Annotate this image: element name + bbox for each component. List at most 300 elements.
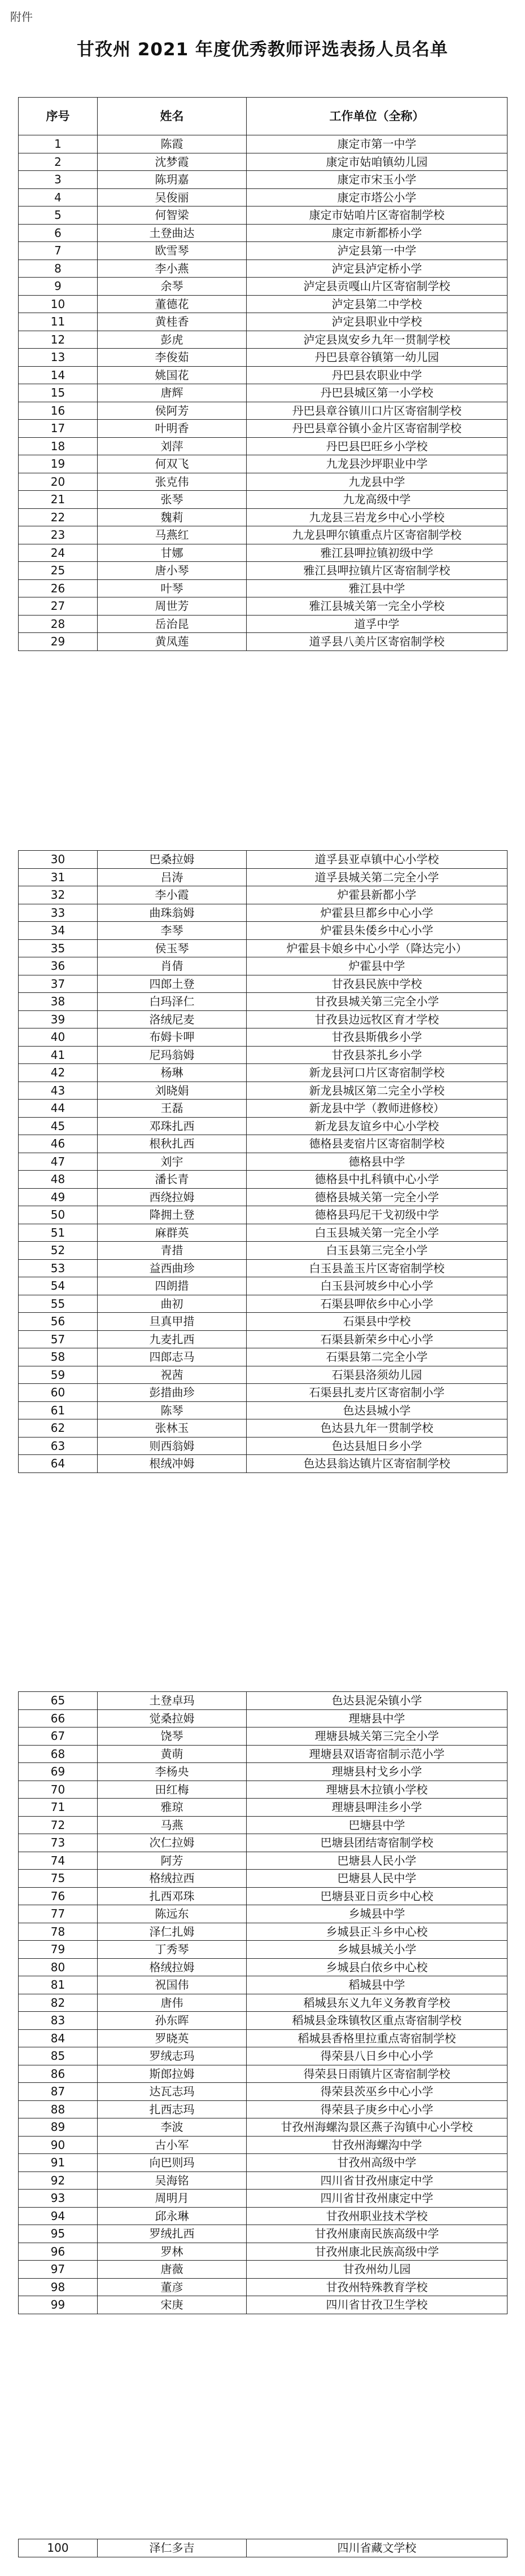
row-number: 76 bbox=[19, 1887, 98, 1905]
work-unit: 道孚县八美片区寄宿制学校 bbox=[247, 633, 508, 651]
work-unit: 炉霍县中学 bbox=[247, 957, 508, 975]
teacher-name: 曲珠翁姆 bbox=[98, 904, 247, 922]
teacher-name: 李琴 bbox=[98, 922, 247, 940]
teacher-name: 岳治昆 bbox=[98, 615, 247, 633]
work-unit: 新龙县友谊乡中心小学校 bbox=[247, 1117, 508, 1135]
work-unit: 九龙县三岩龙乡中心小学校 bbox=[247, 508, 508, 526]
teacher-name: 青措 bbox=[98, 1242, 247, 1260]
teacher-name: 侯玉琴 bbox=[98, 939, 247, 957]
work-unit: 泸定县第一中学 bbox=[247, 242, 508, 260]
teacher-name: 向巴则玛 bbox=[98, 2154, 247, 2172]
table-row bbox=[19, 562, 508, 580]
row-number: 26 bbox=[19, 579, 98, 597]
row-number: 50 bbox=[19, 1206, 98, 1224]
teacher-name: 侯阿芳 bbox=[98, 402, 247, 420]
work-unit: 四川省甘孜州康定中学 bbox=[247, 2190, 508, 2208]
row-number: 78 bbox=[19, 1923, 98, 1941]
work-unit: 甘孜县斯俄乡小学 bbox=[247, 1028, 508, 1047]
row-number: 12 bbox=[19, 331, 98, 349]
row-number: 8 bbox=[19, 260, 98, 278]
teacher-name: 根秋扎西 bbox=[98, 1135, 247, 1153]
teacher-name: 邱永琳 bbox=[98, 2207, 247, 2225]
table-row bbox=[19, 1763, 508, 1781]
table-row bbox=[19, 1046, 508, 1064]
work-unit: 炉霍县朱倭乡中心小学 bbox=[247, 922, 508, 940]
work-unit: 甘孜州海螺沟景区燕子沟镇中心小学校 bbox=[247, 2118, 508, 2137]
row-number: 22 bbox=[19, 508, 98, 526]
table-row bbox=[19, 579, 508, 597]
row-number: 39 bbox=[19, 1010, 98, 1028]
attachment-label: 附件 bbox=[10, 10, 33, 24]
row-number: 23 bbox=[19, 526, 98, 544]
teacher-name: 麻群英 bbox=[98, 1224, 247, 1242]
work-unit: 丹巴县农职业中学 bbox=[247, 366, 508, 384]
table-row bbox=[19, 1153, 508, 1171]
work-unit: 甘孜县茶扎乡小学 bbox=[247, 1046, 508, 1064]
work-unit: 丹巴县章谷镇川口片区寄宿制学校 bbox=[247, 402, 508, 420]
teacher-name: 土登卓玛 bbox=[98, 1692, 247, 1710]
row-number: 18 bbox=[19, 437, 98, 455]
row-number: 91 bbox=[19, 2154, 98, 2172]
row-number: 57 bbox=[19, 1330, 98, 1348]
teacher-name: 斯郎拉姆 bbox=[98, 2065, 247, 2083]
row-number: 27 bbox=[19, 597, 98, 616]
teacher-name: 刘晓娟 bbox=[98, 1082, 247, 1100]
table-row bbox=[19, 1224, 508, 1242]
work-unit: 新龙县河口片区寄宿制学校 bbox=[247, 1064, 508, 1082]
table-row bbox=[19, 1242, 508, 1260]
row-number: 45 bbox=[19, 1117, 98, 1135]
teacher-name: 降拥土登 bbox=[98, 1206, 247, 1224]
row-number: 74 bbox=[19, 1852, 98, 1870]
row-number: 20 bbox=[19, 473, 98, 491]
work-unit: 丹巴县章谷镇小金片区寄宿制学校 bbox=[247, 420, 508, 438]
work-unit: 炉霍县旦都乡中心小学 bbox=[247, 904, 508, 922]
table-row bbox=[19, 2047, 508, 2065]
table-row bbox=[19, 437, 508, 455]
work-unit: 色达县旭日乡小学 bbox=[247, 1437, 508, 1455]
teacher-name: 彭措曲珍 bbox=[98, 1384, 247, 1402]
work-unit: 泸定县职业中学校 bbox=[247, 313, 508, 331]
table-row bbox=[19, 886, 508, 904]
teacher-name: 唐小琴 bbox=[98, 562, 247, 580]
row-number: 21 bbox=[19, 491, 98, 509]
teacher-name: 觉桑拉姆 bbox=[98, 1709, 247, 1727]
work-unit: 九龙高级中学 bbox=[247, 491, 508, 509]
teacher-name: 刘宇 bbox=[98, 1153, 247, 1171]
work-unit: 九龙县呷尔镇重点片区寄宿制学校 bbox=[247, 526, 508, 544]
row-number: 52 bbox=[19, 1242, 98, 1260]
roster-table-page-1 bbox=[18, 97, 508, 651]
table-row bbox=[19, 1330, 508, 1348]
work-unit: 甘孜州康南民族高级中学 bbox=[247, 2225, 508, 2243]
row-number: 70 bbox=[19, 1781, 98, 1799]
table-row bbox=[19, 526, 508, 544]
row-number: 17 bbox=[19, 420, 98, 438]
table-row bbox=[19, 402, 508, 420]
table-row bbox=[19, 1923, 508, 1941]
work-unit: 色达县翁达镇片区寄宿制学校 bbox=[247, 1455, 508, 1473]
teacher-name: 田红梅 bbox=[98, 1781, 247, 1799]
table-row bbox=[19, 957, 508, 975]
teacher-name: 尼玛翁姆 bbox=[98, 1046, 247, 1064]
table-row bbox=[19, 295, 508, 313]
table-row bbox=[19, 1727, 508, 1746]
work-unit: 炉霍县新都小学 bbox=[247, 886, 508, 904]
table-row bbox=[19, 1100, 508, 1118]
teacher-name: 益西曲珍 bbox=[98, 1259, 247, 1277]
teacher-name: 四郎志马 bbox=[98, 1348, 247, 1366]
table-row bbox=[19, 2118, 508, 2137]
teacher-name: 潘长青 bbox=[98, 1171, 247, 1189]
table-row bbox=[19, 1709, 508, 1727]
work-unit: 石渠县第二完全小学 bbox=[247, 1348, 508, 1366]
work-unit: 康定市塔公小学 bbox=[247, 188, 508, 206]
teacher-name: 彭虎 bbox=[98, 331, 247, 349]
work-unit: 得荣县茨巫乡中心小学 bbox=[247, 2083, 508, 2101]
row-number: 92 bbox=[19, 2171, 98, 2190]
row-number: 95 bbox=[19, 2225, 98, 2243]
row-number: 42 bbox=[19, 1064, 98, 1082]
row-number: 54 bbox=[19, 1277, 98, 1295]
teacher-name: 陈琴 bbox=[98, 1401, 247, 1419]
work-unit: 理塘县村戈乡小学 bbox=[247, 1763, 508, 1781]
table-row bbox=[19, 1171, 508, 1189]
work-unit: 甘孜州康北民族高级中学 bbox=[247, 2243, 508, 2261]
row-number: 32 bbox=[19, 886, 98, 904]
teacher-name: 洛绒尼麦 bbox=[98, 1010, 247, 1028]
row-number: 71 bbox=[19, 1799, 98, 1817]
work-unit: 巴塘县中学 bbox=[247, 1816, 508, 1834]
row-number: 61 bbox=[19, 1401, 98, 1419]
work-unit: 石渠县洛须幼儿园 bbox=[247, 1366, 508, 1384]
work-unit: 甘孜县民族中学校 bbox=[247, 975, 508, 993]
table-row bbox=[19, 1028, 508, 1047]
table-row bbox=[19, 1295, 508, 1313]
table-row bbox=[19, 1816, 508, 1834]
work-unit: 理塘县中学 bbox=[247, 1709, 508, 1727]
work-unit: 泸定县贡嘎山片区寄宿制学校 bbox=[247, 278, 508, 296]
teacher-name: 李俊茹 bbox=[98, 349, 247, 367]
teacher-name: 扎西邓珠 bbox=[98, 1887, 247, 1905]
teacher-name: 唐辉 bbox=[98, 384, 247, 402]
teacher-name: 杨琳 bbox=[98, 1064, 247, 1082]
row-number: 99 bbox=[19, 2296, 98, 2314]
table-row bbox=[19, 2136, 508, 2154]
row-number: 68 bbox=[19, 1745, 98, 1763]
work-unit: 色达县泥朵镇小学 bbox=[247, 1692, 508, 1710]
row-number: 86 bbox=[19, 2065, 98, 2083]
teacher-name: 西绕拉姆 bbox=[98, 1188, 247, 1206]
table-row bbox=[19, 2190, 508, 2208]
work-unit: 甘孜州幼儿园 bbox=[247, 2261, 508, 2279]
table-row bbox=[19, 1887, 508, 1905]
table-row bbox=[19, 597, 508, 616]
work-unit: 四川省藏文学校 bbox=[247, 2539, 508, 2557]
teacher-name: 宋庚 bbox=[98, 2296, 247, 2314]
teacher-name: 张克伟 bbox=[98, 473, 247, 491]
table-row bbox=[19, 242, 508, 260]
row-number: 43 bbox=[19, 1082, 98, 1100]
work-unit: 石渠县呷依乡中心小学 bbox=[247, 1295, 508, 1313]
table-row bbox=[19, 2296, 508, 2314]
table-row bbox=[19, 278, 508, 296]
table-row bbox=[19, 544, 508, 562]
table-row bbox=[19, 975, 508, 993]
roster-table-page-4 bbox=[18, 2539, 508, 2557]
row-number: 83 bbox=[19, 2012, 98, 2030]
work-unit: 康定市姑咱片区寄宿制学校 bbox=[247, 206, 508, 225]
teacher-name: 四朗措 bbox=[98, 1277, 247, 1295]
teacher-name: 马燕 bbox=[98, 1816, 247, 1834]
row-number: 100 bbox=[19, 2539, 98, 2557]
work-unit: 石渠县新荣乡中心小学 bbox=[247, 1330, 508, 1348]
table-row bbox=[19, 1781, 508, 1799]
row-number: 10 bbox=[19, 295, 98, 313]
row-number: 48 bbox=[19, 1171, 98, 1189]
teacher-name: 旦真甲措 bbox=[98, 1313, 247, 1331]
teacher-name: 张林玉 bbox=[98, 1419, 247, 1438]
work-unit: 稻城县中学 bbox=[247, 1976, 508, 1994]
table-row bbox=[19, 1277, 508, 1295]
table-row bbox=[19, 1870, 508, 1888]
teacher-name: 沈梦霞 bbox=[98, 153, 247, 171]
work-unit: 炉霍县卡娘乡中心小学（降达完小） bbox=[247, 939, 508, 957]
table-row bbox=[19, 993, 508, 1011]
work-unit: 甘孜县城关第三完全小学 bbox=[247, 993, 508, 1011]
work-unit: 德格县城关第一完全小学 bbox=[247, 1188, 508, 1206]
work-unit: 康定市第一中学 bbox=[247, 135, 508, 153]
work-unit: 雅江县中学 bbox=[247, 579, 508, 597]
teacher-name: 巴桑拉姆 bbox=[98, 851, 247, 869]
teacher-name: 雅琼 bbox=[98, 1799, 247, 1817]
teacher-name: 丁秀琴 bbox=[98, 1941, 247, 1959]
table-row bbox=[19, 2225, 508, 2243]
work-unit: 白玉县河坡乡中心小学 bbox=[247, 1277, 508, 1295]
teacher-name: 吴俊丽 bbox=[98, 188, 247, 206]
row-number: 93 bbox=[19, 2190, 98, 2208]
teacher-name: 黄萌 bbox=[98, 1745, 247, 1763]
teacher-name: 李小霞 bbox=[98, 886, 247, 904]
row-number: 38 bbox=[19, 993, 98, 1011]
teacher-name: 次仁拉姆 bbox=[98, 1834, 247, 1852]
table-row bbox=[19, 1852, 508, 1870]
table-row bbox=[19, 904, 508, 922]
teacher-name: 四郎土登 bbox=[98, 975, 247, 993]
work-unit: 雅江县呷拉镇片区寄宿制学校 bbox=[247, 562, 508, 580]
teacher-name: 马燕红 bbox=[98, 526, 247, 544]
row-number: 53 bbox=[19, 1259, 98, 1277]
row-number: 77 bbox=[19, 1905, 98, 1923]
work-unit: 乡城县白依乡中心校 bbox=[247, 1958, 508, 1976]
teacher-name: 何双飞 bbox=[98, 455, 247, 473]
row-number: 63 bbox=[19, 1437, 98, 1455]
table-row bbox=[19, 868, 508, 886]
table-row bbox=[19, 491, 508, 509]
teacher-name: 刘萍 bbox=[98, 437, 247, 455]
teacher-name: 陈霞 bbox=[98, 135, 247, 153]
row-number: 64 bbox=[19, 1455, 98, 1473]
row-number: 98 bbox=[19, 2278, 98, 2296]
table-row bbox=[19, 633, 508, 651]
teacher-name: 罗林 bbox=[98, 2243, 247, 2261]
row-number: 96 bbox=[19, 2243, 98, 2261]
work-unit: 得荣县日雨镇片区寄宿制学校 bbox=[247, 2065, 508, 2083]
teacher-name: 周明月 bbox=[98, 2190, 247, 2208]
table-row bbox=[19, 2243, 508, 2261]
row-number: 14 bbox=[19, 366, 98, 384]
table-row bbox=[19, 2083, 508, 2101]
teacher-name: 叶明香 bbox=[98, 420, 247, 438]
row-number: 60 bbox=[19, 1384, 98, 1402]
table-row bbox=[19, 1437, 508, 1455]
work-unit: 白玉县盖玉片区寄宿制学校 bbox=[247, 1259, 508, 1277]
teacher-name: 则西翁姆 bbox=[98, 1437, 247, 1455]
teacher-name: 魏莉 bbox=[98, 508, 247, 526]
row-number: 7 bbox=[19, 242, 98, 260]
row-number: 56 bbox=[19, 1313, 98, 1331]
work-unit: 石渠县扎麦片区寄宿制小学 bbox=[247, 1384, 508, 1402]
table-row bbox=[19, 1135, 508, 1153]
row-number: 34 bbox=[19, 922, 98, 940]
row-number: 55 bbox=[19, 1295, 98, 1313]
row-number: 88 bbox=[19, 2100, 98, 2118]
table-row bbox=[19, 420, 508, 438]
row-number: 73 bbox=[19, 1834, 98, 1852]
table-row bbox=[19, 1958, 508, 1976]
header-name: 姓名 bbox=[98, 98, 247, 135]
roster-table-page-3 bbox=[18, 1691, 508, 2314]
teacher-name: 曲初 bbox=[98, 1295, 247, 1313]
teacher-name: 饶琴 bbox=[98, 1727, 247, 1746]
table-row bbox=[19, 1905, 508, 1923]
table-header-row bbox=[19, 98, 508, 135]
row-number: 58 bbox=[19, 1348, 98, 1366]
teacher-name: 达瓦志玛 bbox=[98, 2083, 247, 2101]
table-row bbox=[19, 2171, 508, 2190]
teacher-name: 张琴 bbox=[98, 491, 247, 509]
row-number: 72 bbox=[19, 1816, 98, 1834]
row-number: 94 bbox=[19, 2207, 98, 2225]
table-row bbox=[19, 1745, 508, 1763]
table-row bbox=[19, 1976, 508, 1994]
teacher-name: 祝茜 bbox=[98, 1366, 247, 1384]
work-unit: 德格县玛尼干戈初级中学 bbox=[247, 1206, 508, 1224]
table-row bbox=[19, 1799, 508, 1817]
table-row bbox=[19, 508, 508, 526]
table-row bbox=[19, 2029, 508, 2047]
work-unit: 康定市姑咱镇幼儿园 bbox=[247, 153, 508, 171]
work-unit: 康定市宋玉小学 bbox=[247, 171, 508, 189]
row-number: 15 bbox=[19, 384, 98, 402]
table-row bbox=[19, 2207, 508, 2225]
row-number: 87 bbox=[19, 2083, 98, 2101]
row-number: 24 bbox=[19, 544, 98, 562]
table-row bbox=[19, 384, 508, 402]
work-unit: 泸定县第二中学校 bbox=[247, 295, 508, 313]
table-row bbox=[19, 313, 508, 331]
row-number: 75 bbox=[19, 1870, 98, 1888]
row-number: 40 bbox=[19, 1028, 98, 1047]
work-unit: 理塘县木拉镇小学校 bbox=[247, 1781, 508, 1799]
page-title: 甘孜州 2021 年度优秀教师评选表扬人员名单 bbox=[77, 39, 448, 60]
work-unit: 丹巴县章谷镇第一幼儿园 bbox=[247, 349, 508, 367]
teacher-name: 叶琴 bbox=[98, 579, 247, 597]
work-unit: 道孚县城关第二完全小学 bbox=[247, 868, 508, 886]
table-row bbox=[19, 206, 508, 225]
table-row bbox=[19, 1188, 508, 1206]
work-unit: 巴塘县人民小学 bbox=[247, 1852, 508, 1870]
row-number: 65 bbox=[19, 1692, 98, 1710]
table-row bbox=[19, 135, 508, 153]
row-number: 69 bbox=[19, 1763, 98, 1781]
work-unit: 甘孜州职业技术学校 bbox=[247, 2207, 508, 2225]
header-unit: 工作单位（全称） bbox=[247, 98, 508, 135]
teacher-name: 陈远东 bbox=[98, 1905, 247, 1923]
row-number: 90 bbox=[19, 2136, 98, 2154]
teacher-name: 罗绒志玛 bbox=[98, 2047, 247, 2065]
table-row bbox=[19, 366, 508, 384]
row-number: 4 bbox=[19, 188, 98, 206]
work-unit: 甘孜州特殊教育学校 bbox=[247, 2278, 508, 2296]
table-row bbox=[19, 1259, 508, 1277]
work-unit: 泸定县岚安乡九年一贯制学校 bbox=[247, 331, 508, 349]
teacher-name: 格绒拉姆 bbox=[98, 1958, 247, 1976]
teacher-name: 罗晓英 bbox=[98, 2029, 247, 2047]
work-unit: 得荣县子庚乡中心小学 bbox=[247, 2100, 508, 2118]
teacher-name: 祝国伟 bbox=[98, 1976, 247, 1994]
row-number: 85 bbox=[19, 2047, 98, 2065]
teacher-name: 吴海铭 bbox=[98, 2171, 247, 2190]
row-number: 66 bbox=[19, 1709, 98, 1727]
row-number: 49 bbox=[19, 1188, 98, 1206]
row-number: 19 bbox=[19, 455, 98, 473]
table-row bbox=[19, 851, 508, 869]
row-number: 84 bbox=[19, 2029, 98, 2047]
work-unit: 四川省甘孜卫生学校 bbox=[247, 2296, 508, 2314]
table-row bbox=[19, 2012, 508, 2030]
work-unit: 道孚中学 bbox=[247, 615, 508, 633]
teacher-name: 唐薇 bbox=[98, 2261, 247, 2279]
header-number: 序号 bbox=[19, 98, 98, 135]
work-unit: 巴塘县人民中学 bbox=[247, 1870, 508, 1888]
work-unit: 甘孜州海螺沟中学 bbox=[247, 2136, 508, 2154]
teacher-name: 孙东晖 bbox=[98, 2012, 247, 2030]
row-number: 28 bbox=[19, 615, 98, 633]
row-number: 2 bbox=[19, 153, 98, 171]
row-number: 59 bbox=[19, 1366, 98, 1384]
table-row bbox=[19, 2100, 508, 2118]
row-number: 11 bbox=[19, 313, 98, 331]
work-unit: 乡城县城关小学 bbox=[247, 1941, 508, 1959]
work-unit: 康定市新都桥小学 bbox=[247, 224, 508, 242]
teacher-name: 黄凤莲 bbox=[98, 633, 247, 651]
teacher-name: 泽仁多吉 bbox=[98, 2539, 247, 2557]
teacher-name: 姚国花 bbox=[98, 366, 247, 384]
work-unit: 得荣县八日乡中心小学 bbox=[247, 2047, 508, 2065]
work-unit: 道孚县亚卓镇中心小学校 bbox=[247, 851, 508, 869]
teacher-name: 古小军 bbox=[98, 2136, 247, 2154]
work-unit: 理塘县呷洼乡小学 bbox=[247, 1799, 508, 1817]
row-number: 30 bbox=[19, 851, 98, 869]
row-number: 13 bbox=[19, 349, 98, 367]
teacher-name: 白玛泽仁 bbox=[98, 993, 247, 1011]
row-number: 6 bbox=[19, 224, 98, 242]
work-unit: 泸定县泸定桥小学 bbox=[247, 260, 508, 278]
work-unit: 新龙县中学（教师进修校） bbox=[247, 1100, 508, 1118]
table-row bbox=[19, 224, 508, 242]
teacher-name: 李小燕 bbox=[98, 260, 247, 278]
